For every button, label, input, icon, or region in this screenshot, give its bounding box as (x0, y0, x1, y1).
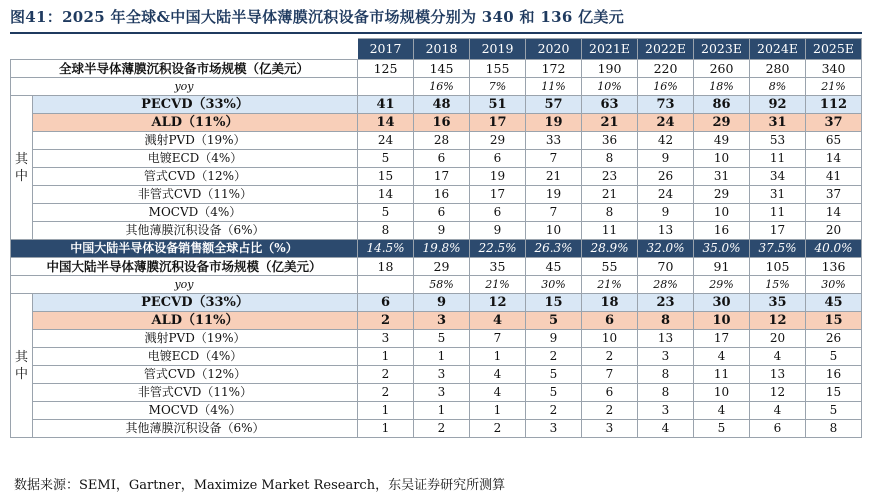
global-segment-value: 33 (526, 132, 582, 150)
global-segment-value: 14 (806, 204, 862, 222)
global-segment-value: 31 (750, 114, 806, 132)
global-segment-label: 非管式CVD（11%） (33, 186, 358, 204)
china-segment-value: 1 (414, 348, 470, 366)
china-segment-value: 1 (358, 402, 414, 420)
china-segment-value: 1 (358, 420, 414, 438)
china-segment-value: 4 (470, 312, 526, 330)
global-segment-label: MOCVD（4%） (33, 204, 358, 222)
global-segment-value: 13 (638, 222, 694, 240)
global-segment-value: 37 (806, 186, 862, 204)
global-segment-value: 11 (582, 222, 638, 240)
china-segment-value: 8 (806, 420, 862, 438)
china-segment-value: 6 (358, 294, 414, 312)
china-segment-value: 5 (806, 402, 862, 420)
china-segment-value: 5 (526, 366, 582, 384)
china-segment-value: 3 (638, 402, 694, 420)
china-segment-value: 15 (806, 312, 862, 330)
china-segment-value: 16 (806, 366, 862, 384)
china-segment-value: 4 (638, 420, 694, 438)
global-segment-value: 29 (694, 186, 750, 204)
china-segment-value: 1 (414, 402, 470, 420)
global-segment-row (11, 186, 862, 204)
china-segment-value: 2 (358, 384, 414, 402)
china-segment-row (11, 366, 862, 384)
china-share-value: 26.3% (526, 240, 582, 258)
global-segment-value: 20 (806, 222, 862, 240)
china-segment-label: 非管式CVD（11%） (33, 384, 358, 402)
global-segment-value: 42 (638, 132, 694, 150)
china-segment-row (11, 384, 862, 402)
global-yoy-value: 18% (694, 78, 750, 96)
china-yoy-value: 30% (526, 276, 582, 294)
china-segment-value: 9 (526, 330, 582, 348)
global-segment-value: 6 (414, 204, 470, 222)
global-segment-value: 29 (470, 132, 526, 150)
global-segment-value: 21 (582, 114, 638, 132)
global-yoy-value: 11% (526, 78, 582, 96)
global-segment-value: 21 (582, 186, 638, 204)
global-segment-value: 9 (638, 150, 694, 168)
global-yoy-value: 16% (638, 78, 694, 96)
global-segment-value: 49 (694, 132, 750, 150)
global-segment-value: 17 (750, 222, 806, 240)
china-segment-value: 4 (694, 348, 750, 366)
china-share-value: 19.8% (414, 240, 470, 258)
global-segment-value: 11 (750, 204, 806, 222)
china-share-value: 37.5% (750, 240, 806, 258)
china-segment-label: ALD（11%） (33, 312, 358, 330)
china-segment-value: 6 (582, 312, 638, 330)
global-segment-label: 管式CVD（12%） (33, 168, 358, 186)
china-segment-value: 9 (414, 294, 470, 312)
year-header: 2018 (414, 39, 470, 60)
global-segment-value: 11 (750, 150, 806, 168)
china-segment-row (11, 402, 862, 420)
china-segment-value: 5 (806, 348, 862, 366)
china-segment-row (11, 312, 862, 330)
china-share-value: 32.0% (638, 240, 694, 258)
china-segment-value: 8 (638, 312, 694, 330)
china-segment-label: MOCVD（4%） (33, 402, 358, 420)
china-yoy-value: 21% (470, 276, 526, 294)
china-segment-value: 2 (526, 402, 582, 420)
china-segment-value: 3 (414, 366, 470, 384)
global-segment-value: 51 (470, 96, 526, 114)
global-segment-value: 31 (694, 168, 750, 186)
china-yoy-value: 30% (806, 276, 862, 294)
china-yoy-value: 28% (638, 276, 694, 294)
global-segment-label: 其他薄膜沉积设备（6%） (33, 222, 358, 240)
global-segment-label: PECVD（33%） (33, 96, 358, 114)
china-segment-value: 1 (358, 348, 414, 366)
china-segment-value: 12 (750, 312, 806, 330)
china-segment-value: 11 (694, 366, 750, 384)
global-yoy-value: 21% (806, 78, 862, 96)
global-segment-value: 14 (358, 114, 414, 132)
china-segment-value: 3 (526, 420, 582, 438)
china-segment-label: 溅射PVD（19%） (33, 330, 358, 348)
china-segment-value: 4 (750, 348, 806, 366)
global-segment-value: 14 (358, 186, 414, 204)
china-total-value: 91 (694, 258, 750, 276)
global-segment-value: 6 (470, 150, 526, 168)
china-segment-value: 35 (750, 294, 806, 312)
china-segment-value: 2 (470, 420, 526, 438)
global-segment-value: 10 (526, 222, 582, 240)
figure-title: 图41：2025 年全球&中国大陆半导体薄膜沉积设备市场规模分别为 340 和 136 亿美元 (10, 8, 624, 26)
global-total-value: 155 (470, 60, 526, 78)
corner-cell (11, 39, 358, 60)
china-segment-value: 8 (638, 384, 694, 402)
global-segment-value: 26 (638, 168, 694, 186)
global-segment-value: 24 (638, 186, 694, 204)
china-segment-value: 3 (358, 330, 414, 348)
year-header-row (11, 39, 862, 60)
global-segment-value: 15 (358, 168, 414, 186)
china-segment-value: 3 (582, 420, 638, 438)
china-share-value: 40.0% (806, 240, 862, 258)
global-segment-value: 21 (526, 168, 582, 186)
global-segment-value: 57 (526, 96, 582, 114)
year-header: 2019 (470, 39, 526, 60)
global-segment-value: 19 (526, 114, 582, 132)
global-segment-value: 65 (806, 132, 862, 150)
global-segment-value: 63 (582, 96, 638, 114)
global-segment-value: 19 (470, 168, 526, 186)
china-segment-value: 12 (470, 294, 526, 312)
global-segment-value: 17 (414, 168, 470, 186)
global-segment-value: 48 (414, 96, 470, 114)
global-segment-value: 10 (694, 204, 750, 222)
global-segment-label: 溅射PVD（19%） (33, 132, 358, 150)
china-segment-value: 1 (470, 348, 526, 366)
china-segment-value: 4 (470, 366, 526, 384)
year-header: 2021E (582, 39, 638, 60)
china-segment-value: 2 (358, 366, 414, 384)
global-segment-row (11, 150, 862, 168)
global-total-value: 280 (750, 60, 806, 78)
china-segment-value: 2 (582, 348, 638, 366)
china-segment-value: 6 (750, 420, 806, 438)
china-share-value: 22.5% (470, 240, 526, 258)
china-segment-value: 2 (414, 420, 470, 438)
global-segment-label: ALD（11%） (33, 114, 358, 132)
global-segment-value: 37 (806, 114, 862, 132)
global-yoy-value: 10% (582, 78, 638, 96)
china-yoy-value: 15% (750, 276, 806, 294)
china-segment-value: 4 (694, 402, 750, 420)
china-segment-value: 8 (638, 366, 694, 384)
china-yoy-value: 21% (582, 276, 638, 294)
china-share-row (11, 240, 862, 258)
global-yoy-value (358, 78, 414, 96)
global-yoy-value: 8% (750, 78, 806, 96)
global-segment-value: 23 (582, 168, 638, 186)
global-segment-value: 5 (358, 204, 414, 222)
china-segment-value: 10 (694, 312, 750, 330)
china-yoy-value: 29% (694, 276, 750, 294)
global-segment-row (11, 114, 862, 132)
global-segment-value: 7 (526, 150, 582, 168)
china-segment-value: 4 (470, 384, 526, 402)
china-segment-value: 2 (526, 348, 582, 366)
global-segment-value: 9 (414, 222, 470, 240)
china-segment-row (11, 420, 862, 438)
global-segment-value: 19 (526, 186, 582, 204)
side-label: 其 中 (11, 294, 33, 438)
global-segment-value: 34 (750, 168, 806, 186)
china-segment-value: 15 (526, 294, 582, 312)
china-segment-label: PECVD（33%） (33, 294, 358, 312)
china-yoy-label: yoy (11, 276, 358, 294)
china-segment-value: 13 (750, 366, 806, 384)
china-segment-value: 3 (414, 384, 470, 402)
china-segment-value: 4 (750, 402, 806, 420)
global-segment-value: 8 (582, 204, 638, 222)
china-segment-value: 12 (750, 384, 806, 402)
china-segment-value: 13 (638, 330, 694, 348)
china-segment-value: 10 (582, 330, 638, 348)
side-label: 其 中 (11, 96, 33, 240)
china-segment-value: 2 (582, 402, 638, 420)
global-segment-value: 53 (750, 132, 806, 150)
china-segment-value: 7 (470, 330, 526, 348)
china-segment-label: 管式CVD（12%） (33, 366, 358, 384)
china-segment-value: 45 (806, 294, 862, 312)
china-total-value: 18 (358, 258, 414, 276)
china-segment-row (11, 348, 862, 366)
global-segment-value: 9 (638, 204, 694, 222)
china-total-value: 35 (470, 258, 526, 276)
global-segment-label: 电镀ECD（4%） (33, 150, 358, 168)
year-header: 2023E (694, 39, 750, 60)
global-segment-value: 92 (750, 96, 806, 114)
global-segment-value: 8 (582, 150, 638, 168)
global-yoy-row (11, 78, 862, 96)
china-total-row (11, 258, 862, 276)
china-segment-value: 6 (582, 384, 638, 402)
global-segment-row (11, 204, 862, 222)
global-segment-value: 7 (526, 204, 582, 222)
china-yoy-value (358, 276, 414, 294)
china-segment-value: 5 (526, 384, 582, 402)
global-segment-value: 24 (358, 132, 414, 150)
global-total-value: 145 (414, 60, 470, 78)
global-segment-value: 36 (582, 132, 638, 150)
china-segment-value: 18 (582, 294, 638, 312)
china-segment-value: 23 (638, 294, 694, 312)
china-share-value: 14.5% (358, 240, 414, 258)
global-total-value: 260 (694, 60, 750, 78)
source-note: 数据来源：SEMI，Gartner，Maximize Market Research，东吴证券研究所测算 (14, 478, 506, 493)
china-segment-value: 2 (358, 312, 414, 330)
china-segment-value: 5 (694, 420, 750, 438)
year-header: 2024E (750, 39, 806, 60)
global-segment-value: 16 (414, 114, 470, 132)
year-header: 2017 (358, 39, 414, 60)
global-segment-value: 73 (638, 96, 694, 114)
year-header: 2025E (806, 39, 862, 60)
global-total-value: 172 (526, 60, 582, 78)
global-segment-value: 8 (358, 222, 414, 240)
china-yoy-value: 58% (414, 276, 470, 294)
market-size-table (10, 38, 862, 438)
global-segment-value: 16 (414, 186, 470, 204)
china-share-value: 35.0% (694, 240, 750, 258)
global-segment-row (11, 222, 862, 240)
global-segment-row (11, 96, 862, 114)
global-segment-row (11, 168, 862, 186)
china-segment-label: 电镀ECD（4%） (33, 348, 358, 366)
global-segment-value: 9 (470, 222, 526, 240)
china-segment-value: 7 (582, 366, 638, 384)
china-segment-value: 30 (694, 294, 750, 312)
china-segment-row (11, 294, 862, 312)
global-segment-value: 6 (470, 204, 526, 222)
global-segment-value: 5 (358, 150, 414, 168)
global-segment-value: 41 (806, 168, 862, 186)
china-total-value: 105 (750, 258, 806, 276)
global-total-value: 125 (358, 60, 414, 78)
year-header: 2020 (526, 39, 582, 60)
china-segment-value: 17 (694, 330, 750, 348)
global-segment-value: 6 (414, 150, 470, 168)
global-yoy-label: yoy (11, 78, 358, 96)
global-total-value: 340 (806, 60, 862, 78)
global-segment-row (11, 132, 862, 150)
global-segment-value: 31 (750, 186, 806, 204)
china-segment-value: 5 (526, 312, 582, 330)
china-yoy-row (11, 276, 862, 294)
year-header: 2022E (638, 39, 694, 60)
china-total-value: 55 (582, 258, 638, 276)
china-share-value: 28.9% (582, 240, 638, 258)
title-divider (10, 32, 862, 34)
china-segment-value: 10 (694, 384, 750, 402)
china-segment-label: 其他薄膜沉积设备（6%） (33, 420, 358, 438)
china-total-label: 中国大陆半导体薄膜沉积设备市场规模（亿美元） (11, 258, 358, 276)
china-segment-value: 3 (638, 348, 694, 366)
china-segment-value: 3 (414, 312, 470, 330)
global-segment-value: 17 (470, 114, 526, 132)
global-segment-value: 41 (358, 96, 414, 114)
global-segment-value: 17 (470, 186, 526, 204)
global-total-label: 全球半导体薄膜沉积设备市场规模（亿美元） (11, 60, 358, 78)
china-segment-row (11, 330, 862, 348)
global-segment-value: 24 (638, 114, 694, 132)
global-total-row (11, 60, 862, 78)
china-share-label: 中国大陆半导体设备销售额全球占比（%） (11, 240, 358, 258)
china-segment-value: 20 (750, 330, 806, 348)
global-segment-value: 10 (694, 150, 750, 168)
global-total-value: 190 (582, 60, 638, 78)
global-segment-value: 29 (694, 114, 750, 132)
china-segment-value: 26 (806, 330, 862, 348)
china-total-value: 136 (806, 258, 862, 276)
china-total-value: 45 (526, 258, 582, 276)
global-segment-value: 86 (694, 96, 750, 114)
global-yoy-value: 7% (470, 78, 526, 96)
china-total-value: 70 (638, 258, 694, 276)
global-segment-value: 28 (414, 132, 470, 150)
global-yoy-value: 16% (414, 78, 470, 96)
china-segment-value: 15 (806, 384, 862, 402)
china-total-value: 29 (414, 258, 470, 276)
china-segment-value: 5 (414, 330, 470, 348)
global-total-value: 220 (638, 60, 694, 78)
global-segment-value: 14 (806, 150, 862, 168)
china-segment-value: 1 (470, 402, 526, 420)
global-segment-value: 112 (806, 96, 862, 114)
global-segment-value: 16 (694, 222, 750, 240)
